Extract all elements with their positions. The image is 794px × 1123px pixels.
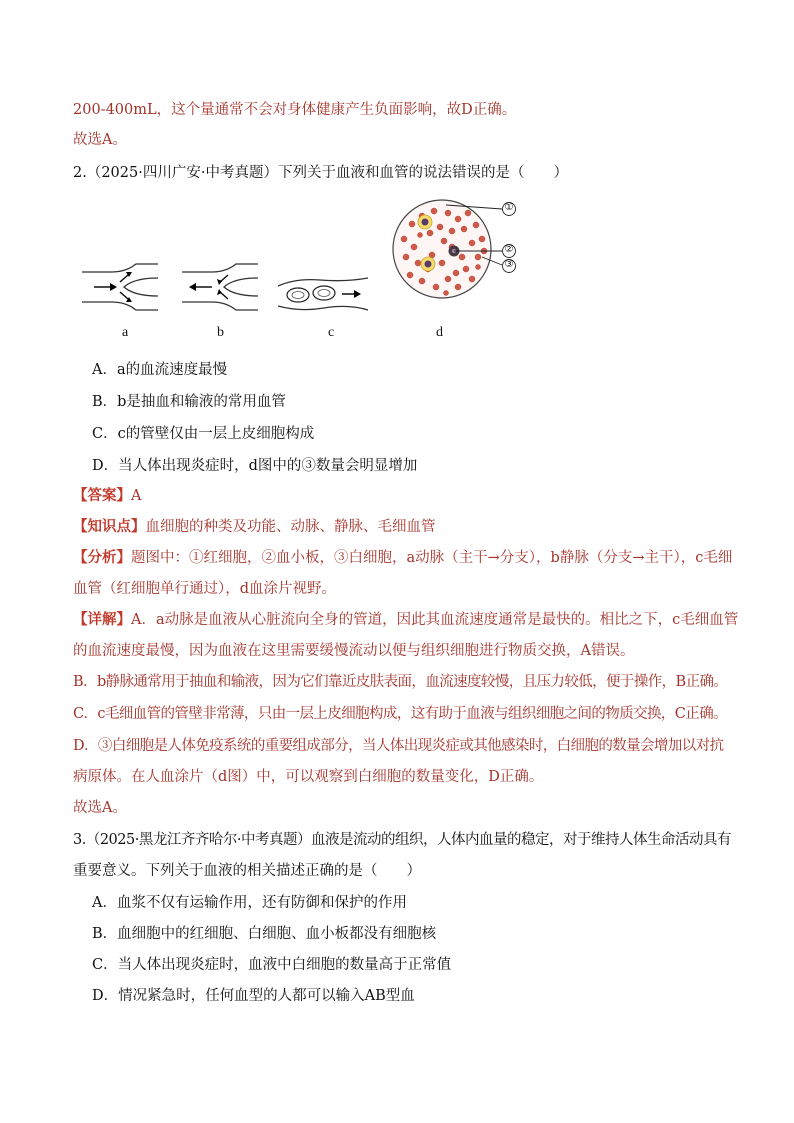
- q2-analysis-line2: 血管（红细胞单行通过），d血涂片视野。: [73, 581, 337, 597]
- prev-answer-conclusion: 故选A。: [73, 132, 127, 148]
- q2-conclusion: 故选A。: [73, 800, 127, 816]
- figure-b-vein: [182, 262, 258, 318]
- q2-option-b: B．b是抽血和输液的常用血管: [92, 394, 286, 410]
- q3-stem-line1: 3.（2025·黑龙江齐齐哈尔·中考真题）血液是流动的组织，人体内血量的稳定，对于维持人体生命活动具有: [73, 832, 731, 848]
- figure-c-capillary: [276, 274, 370, 314]
- q3-option-d: D．情况紧急时，任何血型的人都可以输入AB型血: [92, 988, 415, 1004]
- detail-text-1: A．a动脉是血液从心脏流向全身的管道，因此其血流速度通常是最快的。相比之下，c毛细血管: [131, 612, 739, 628]
- answer-value: A: [131, 488, 142, 504]
- knowledge-text: 血细胞的种类及功能、动脉、静脉、毛细血管: [145, 519, 436, 535]
- q2-detail-line1: [73, 610, 738, 630]
- prev-answer-line1: 200-400mL，这个量通常不会对身体健康产生负面影响，故D正确。: [73, 102, 517, 118]
- q2-knowledge: [73, 517, 436, 537]
- q2-option-d: D．当人体出现炎症时，d图中的③数量会明显增加: [92, 458, 418, 474]
- q3-option-b: B．血细胞中的红细胞、白细胞、血小板都没有细胞核: [92, 926, 437, 942]
- analysis-label: 【分析】: [73, 549, 131, 566]
- q2-detail-line4: C．c毛细血管的管壁非常薄，只由一层上皮细胞构成，这有助于血液与组织细胞之间的物质交换，C正确。: [73, 706, 728, 722]
- q2-detail-line5: D．③白细胞是人体免疫系统的重要组成部分，当人体出现炎症或其他感染时，白细胞的数量会增加以对抗: [73, 738, 724, 754]
- q2-option-a: A．a的血流速度最慢: [92, 362, 228, 378]
- callout-3: ③: [504, 259, 514, 270]
- answer-label: 【答案】: [73, 487, 131, 504]
- detail-label: 【详解】: [73, 611, 131, 628]
- q3-option-a: A．血浆不仅有运输作用，还有防御和保护的作用: [92, 895, 407, 911]
- q3-option-c: C．当人体出现炎症时，血液中白细胞的数量高于正常值: [92, 957, 452, 973]
- callout-1: ①: [504, 202, 514, 213]
- knowledge-label: 【知识点】: [73, 518, 146, 535]
- q2-detail-line6: 病原体。在人血涂片（d图）中，可以观察到白细胞的数量变化，D正确。: [73, 769, 544, 785]
- q2-stem: 2.（2025·四川广安·中考真题）下列关于血液和血管的说法错误的是（ ）: [73, 165, 568, 181]
- figure-a-artery: [82, 262, 158, 318]
- callout-2: ②: [504, 244, 514, 255]
- q2-detail-line2: 的血流速度最慢，因为血液在这里需要缓慢流动以便与组织细胞进行物质交换，A错误。: [73, 643, 635, 659]
- q3-stem-line2: 重要意义。下列关于血液的相关描述正确的是（ ）: [73, 863, 421, 879]
- figure-caption-a: a: [122, 325, 129, 340]
- q2-detail-line3: B．b静脉通常用于抽血和输液，因为它们靠近皮肤表面，血流速度较慢，且压力较低，便于操作，B正确。: [73, 674, 728, 690]
- analysis-text-1: 题图中：①红细胞，②血小板，③白细胞，a动脉（主干→分支），b静脉（分支→主干），c毛细: [131, 550, 733, 566]
- figure-caption-d: d: [436, 325, 443, 340]
- q2-option-c: C．c的管壁仅由一层上皮细胞构成: [92, 426, 315, 442]
- q2-answer: [73, 486, 141, 506]
- figure-caption-c: c: [328, 325, 335, 340]
- figure-caption-b: b: [217, 325, 224, 340]
- q2-analysis-line1: [73, 548, 732, 568]
